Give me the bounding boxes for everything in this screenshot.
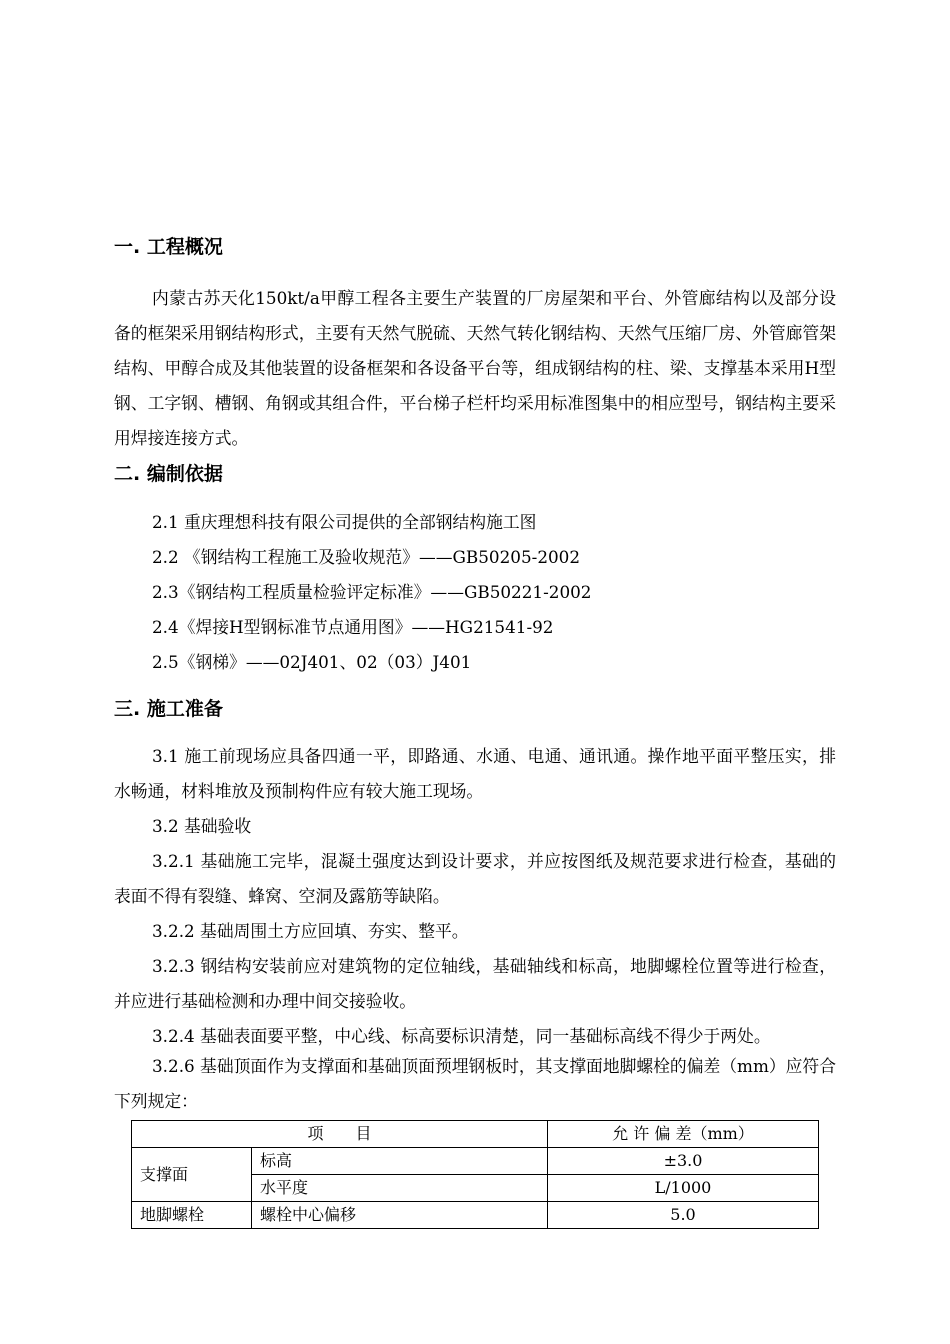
table-header-row [132,1121,819,1148]
section-heading-basis: 二. 编制依据 [114,463,223,485]
group-support-surface-cell: 支撑面 [132,1148,252,1202]
table-row [132,1202,819,1229]
tolerance-table [131,1120,819,1229]
sub-item-cell: 标高 [252,1148,548,1175]
table-row [132,1148,819,1175]
sub-item-cell: 螺栓中心偏移 [252,1202,548,1229]
header-item-cell: 项 目 [132,1121,548,1148]
section-heading-preparation: 三. 施工准备 [114,698,223,720]
prep-paragraph-3-2-2: 3.2.2 基础周围土方应回填、夯实、整平。 [152,921,469,941]
tolerance-value-cell: ±3.0 [548,1148,819,1175]
section-heading-overview: 一. 工程概况 [114,236,223,258]
sub-item-cell: 水平度 [252,1175,548,1202]
group-anchor-bolt-cell: 地脚螺栓 [132,1202,252,1229]
basis-item-1: 2.1 重庆理想科技有限公司提供的全部钢结构施工图 [152,512,537,532]
basis-item-3: 2.3《钢结构工程质量检验评定标准》——GB50221-2002 [152,582,592,602]
prep-paragraph-3-2-3: 3.2.3 钢结构安装前应对建筑物的定位轴线，基础轴线和标高，地脚螺栓位置等进行检查，并应进行基础检测和办理中间交接验收。 [114,956,836,1011]
tolerance-value-cell: L/1000 [548,1175,819,1202]
tolerance-value-cell: 5.0 [548,1202,819,1229]
prep-paragraph-3-2-1: 3.2.1 基础施工完毕，混凝土强度达到设计要求，并应按图纸及规范要求进行检查，基础的表面不得有裂缝、蜂窝、空洞及露筋等缺陷。 [114,851,836,906]
header-tolerance-cell: 允 许 偏 差（mm） [548,1121,819,1148]
basis-item-5: 2.5《钢梯》——02J401、02（03）J401 [152,652,472,672]
prep-paragraph-3-2-4: 3.2.4 基础表面要平整，中心线、标高要标识清楚，同一基础标高线不得少于两处。 [152,1026,771,1046]
basis-item-4: 2.4《焊接H型钢标准节点通用图》——HG21541-92 [152,617,554,637]
prep-paragraph-3-2: 3.2 基础验收 [152,816,252,836]
overview-paragraph: 内蒙古苏天化150kt/a甲醇工程各主要生产装置的厂房屋架和平台、外管廊结构以及部分设备的框架采用钢结构形式，主要有天然气脱硫、天然气转化钢结构、天然气压缩厂房、外管廊管架结构、甲醇合成及其他装置的设备框架和各设备平台等，组成钢结构的柱、梁、支撑基本采用H型钢、工字钢、槽钢、角钢或其组合件，平台梯子栏杆均采用标准图集中的相应型号，钢结构主要采用焊接连接方式。 [114,288,836,448]
prep-paragraph-3-1: 3.1 施工前现场应具备四通一平，即路通、水通、电通、通讯通。操作地平面平整压实，排水畅通，材料堆放及预制构件应有较大施工现场。 [114,746,836,801]
basis-item-2: 2.2 《钢结构工程施工及验收规范》——GB50205-2002 [152,547,581,567]
prep-paragraph-3-2-6: 3.2.6 基础顶面作为支撑面和基础顶面预埋钢板时，其支撑面地脚螺栓的偏差（mm）应符合下列规定： [114,1056,836,1111]
